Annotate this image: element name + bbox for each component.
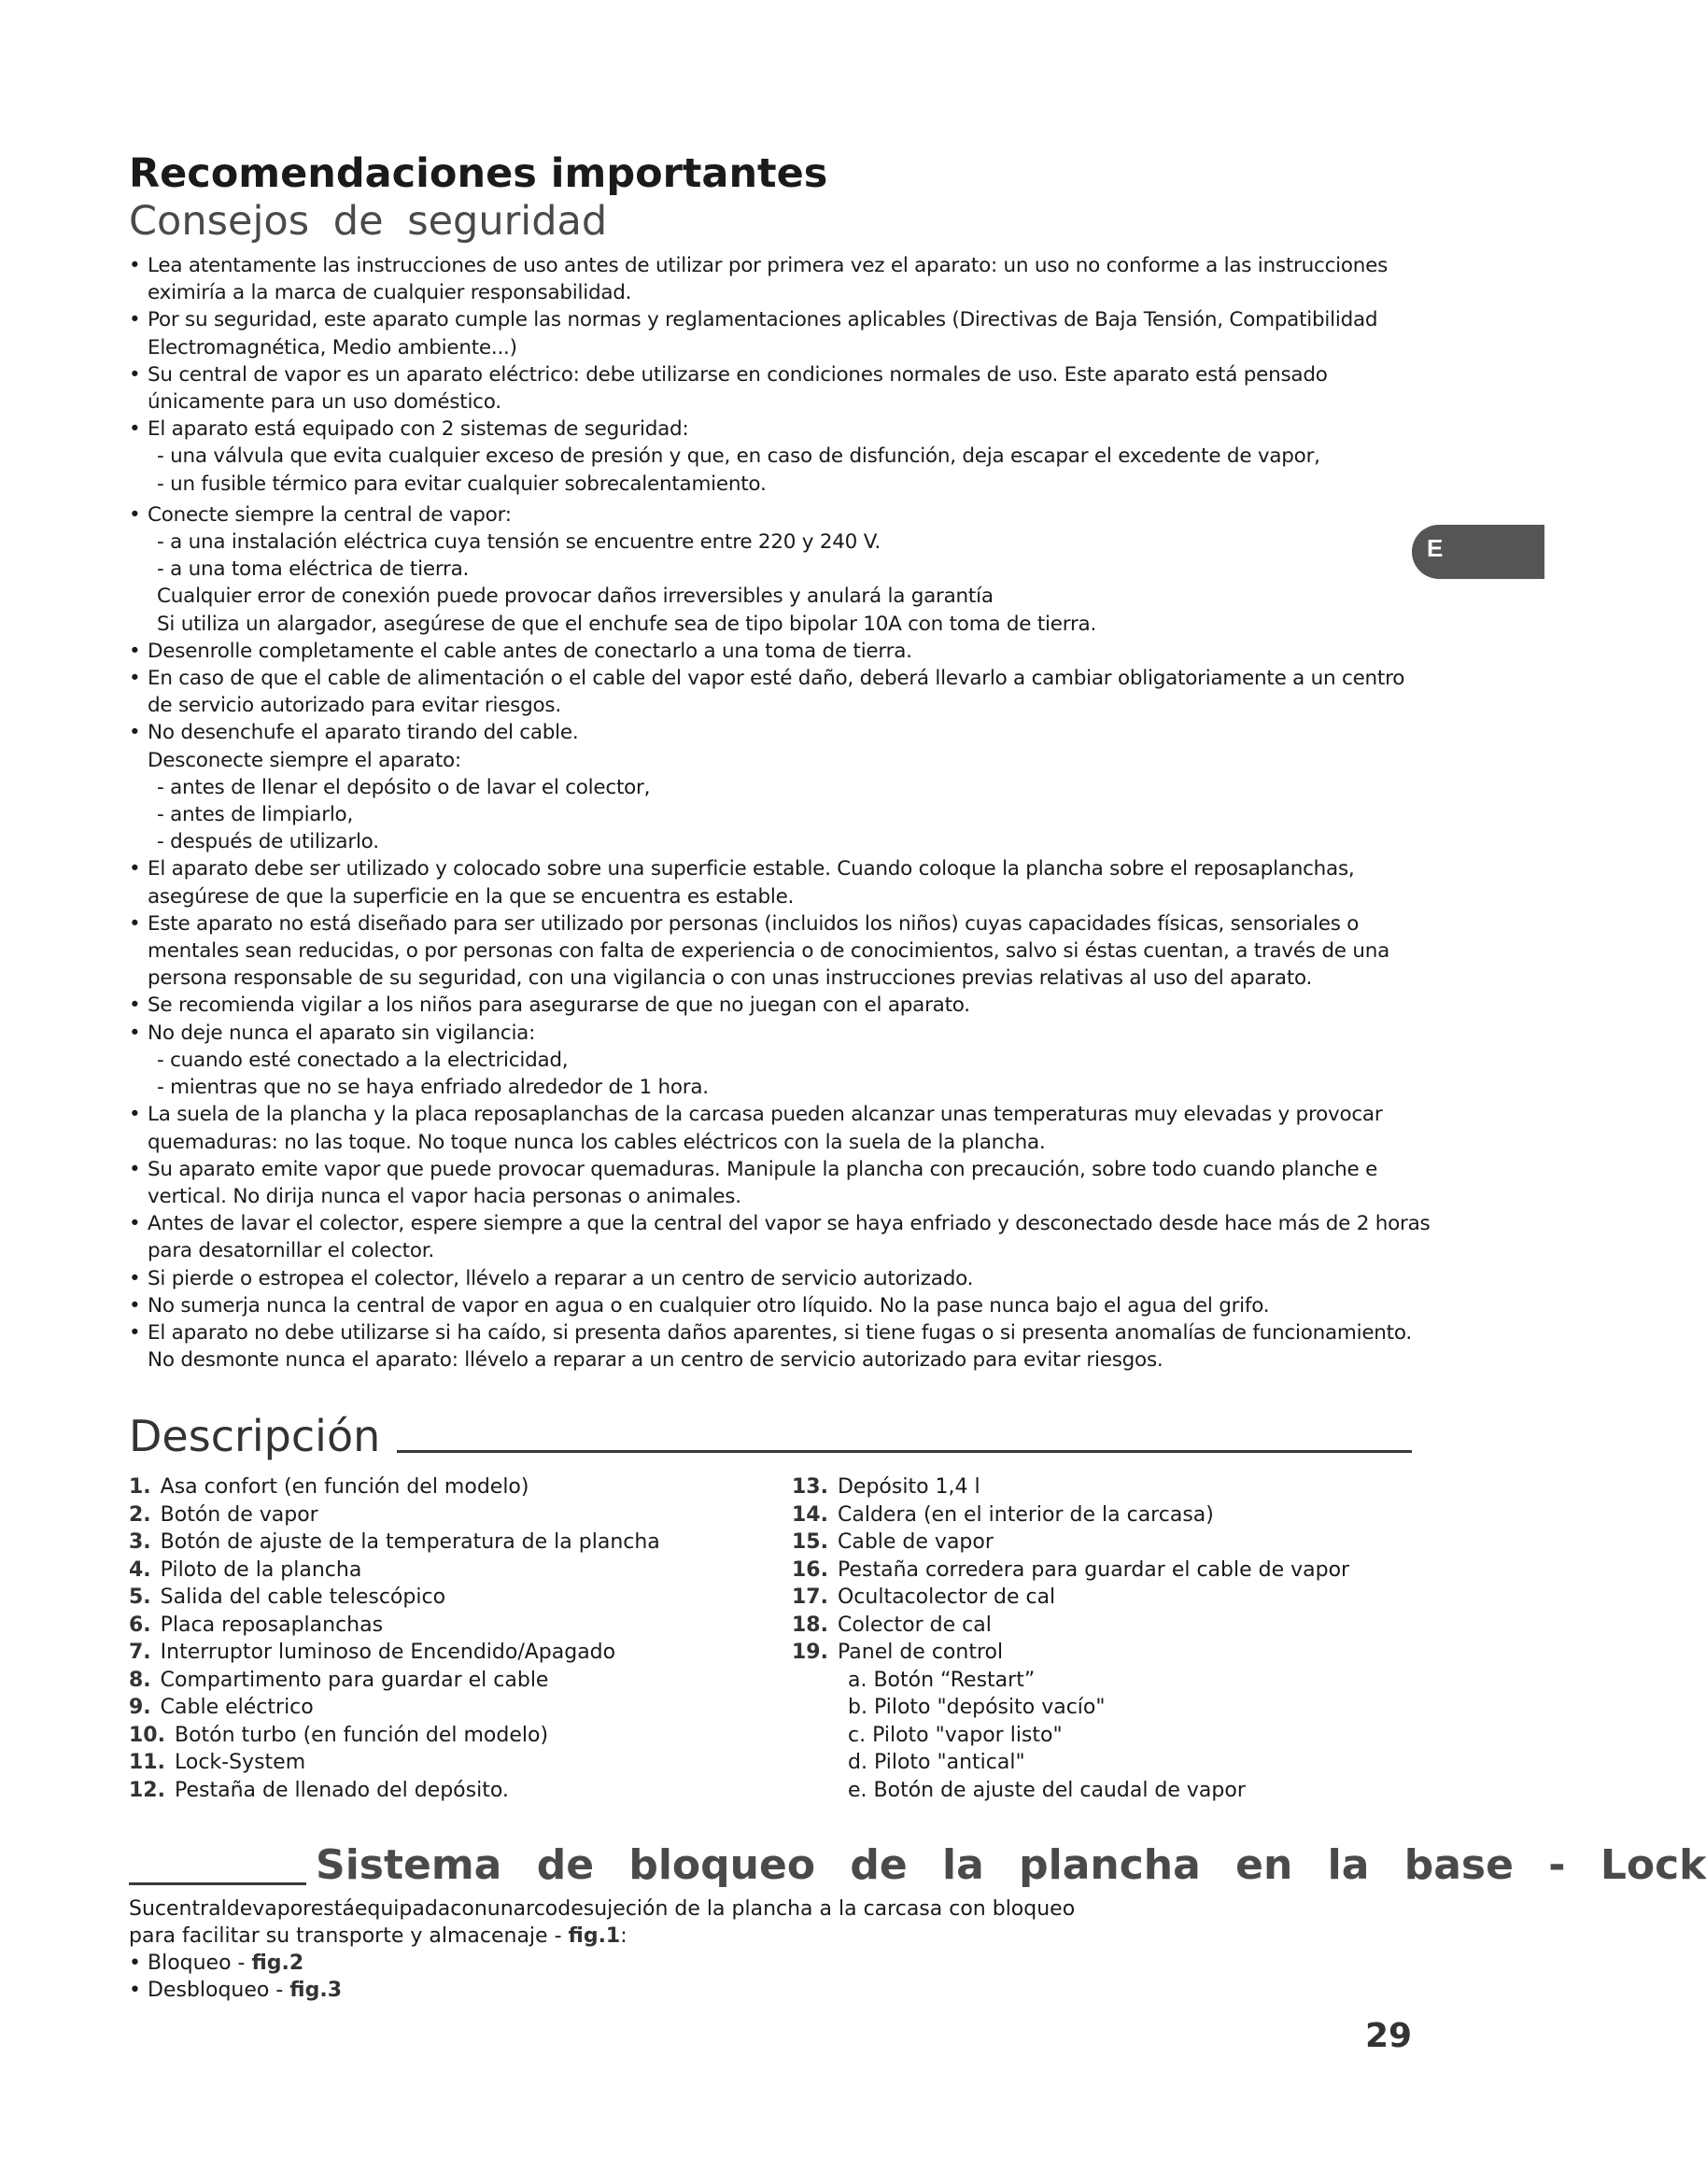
lock-text-line [129,1895,1075,1923]
control-panel-subitem: b. Piloto "depósito vacío" [848,1696,1106,1719]
item-number: 7. [129,1641,151,1664]
safety-line: - cuando esté conectado a la electricidad, [157,1048,569,1072]
item-label: Botón de vapor [160,1502,318,1527]
control-panel-subitem: a. Botón “Restart” [848,1668,1036,1692]
safety-line: - mientras que no se haya enfriado alrededor de 1 hora. [157,1076,709,1100]
safety-line: • No deje nunca el aparato sin vigilancia: [129,1020,1417,1047]
description-item [792,1639,1349,1667]
fig2-ref: fig.2 [251,1952,304,1975]
description-item [129,1749,660,1777]
safety-line: • Lea atentamente las instrucciones de uso antes de utilizar por primera vez el aparato: un uso no conforme a las instrucciones [129,252,1417,279]
safety-line: mentales sean reducidas, o por personas con falta de experiencia o de conocimientos, salvo si éstas cuentan, a través de una [148,939,1390,964]
safety-line: • Si pierde o estropea el colector, llévelo a reparar a un centro de servicio autorizado. [129,1265,1417,1292]
item-label: Salida del cable telescópico [160,1585,446,1609]
description-item [129,1612,660,1640]
lock-title: Sistema de bloqueo de la plancha en la base - Lock [316,1841,1706,1889]
description-item [792,1501,1349,1529]
item-number: 19. [792,1641,828,1664]
safety-line: Cualquier error de conexión puede provocar daños irreversibles y anulará la garantía [157,585,994,609]
description-item [129,1501,660,1529]
safety-line: • No sumerja nunca la central de vapor en agua o en cualquier otro líquido. No la pase nunca bajo el agua del grifo. [129,1292,1417,1319]
lock-heading [129,1841,1706,1897]
item-label: Ocultacolector de cal [837,1585,1056,1609]
fig1-ref: fig.1 [568,1924,621,1948]
item-number: 4. [129,1557,151,1582]
safety-line: Electromagnética, Medio ambiente...) [148,335,517,359]
safety-list [129,252,1431,1374]
safety-line: • Este aparato no está diseñado para ser utilizado por personas (incluidos los niños) cuyas capacidades físicas, sensoriales o [129,910,1417,937]
control-panel-subitem: d. Piloto "antical" [848,1751,1025,1774]
item-number: 16. [792,1557,828,1582]
item-label: Panel de control [837,1641,1004,1664]
description-title: Descripción [129,1411,381,1461]
safety-line: - después de utilizarlo. [157,830,379,854]
safety-line: - una válvula que evita cualquier exceso de presión y que, en caso de disfunción, deja escapar el excedente de vapor, [157,444,1320,469]
description-item [129,1639,660,1667]
description-item [792,1584,1349,1612]
safety-line: - un fusible térmico para evitar cualquier sobrecalentamiento. [157,472,767,496]
item-label: Interruptor luminoso de Encendido/Apagado [160,1641,616,1664]
safety-line: - a una instalación eléctrica cuya tensión se encuentre entre 220 y 240 V. [157,530,881,555]
item-label: Cable de vapor [837,1530,994,1554]
lock-text: : [620,1924,627,1948]
lock-bullet: • Desbloqueo - fig.3 [129,1979,343,2002]
desbloqueo-label: Desbloqueo - [147,1979,284,2002]
description-item [792,1529,1349,1557]
item-number: 8. [129,1668,151,1692]
item-number: 11. [129,1751,165,1774]
safety-line: • El aparato está equipado con 2 sistemas de seguridad: [129,416,1417,443]
description-list-right [792,1473,1349,1804]
heading-rule [397,1450,1412,1453]
safety-line: • Desenrolle completamente el cable antes de conectarlo a una toma de tierra. [129,638,1417,665]
description-item [129,1557,660,1585]
safety-line: • La suela de la plancha y la placa reposaplanchas de la carcasa pueden alcanzar unas temperaturas muy elevadas y provocar [129,1101,1417,1128]
page-subtitle: Consejos de seguridad [129,198,608,245]
description-item [792,1473,1349,1501]
item-label: Asa confort (en función del modelo) [160,1475,529,1499]
safety-line: Si utiliza un alargador, asegúrese de que el enchufe sea de tipo bipolar 10A con toma de tierra. [157,612,1097,636]
safety-line: de servicio autorizado para evitar riesgos. [148,694,561,718]
item-label: Botón turbo (en función del modelo) [174,1723,549,1747]
description-heading [129,1410,1412,1462]
item-number: 17. [792,1585,828,1609]
safety-line: únicamente para un uso doméstico. [148,390,501,415]
item-number: 12. [129,1778,165,1802]
lock-text: Sucentraldevaporestáequipadaconunarcodesujeción de la plancha a la carcasa con bloqueo [129,1897,1076,1921]
safety-line: quemaduras: no las toque. No toque nunca los cables eléctricos con la suela de la plancha. [148,1130,1046,1154]
page-number: 29 [1365,2017,1413,2055]
safety-line: • Su aparato emite vapor que puede provocar quemaduras. Manipule la plancha con precaución, sobre todo cuando planche e [129,1156,1417,1183]
item-number: 5. [129,1585,151,1609]
safety-line: eximiría a la marca de cualquier responsabilidad. [148,281,632,305]
description-item [792,1557,1349,1585]
item-number: 3. [129,1530,151,1554]
control-panel-subitem: e. Botón de ajuste del caudal de vapor [848,1778,1246,1802]
item-label: Colector de cal [837,1613,992,1637]
description-item [792,1612,1349,1640]
fig3-ref: fig.3 [289,1979,343,2002]
lock-bullet: • Bloqueo - fig.2 [129,1952,304,1975]
safety-line: para desatornillar el colector. [148,1239,434,1263]
item-number: 15. [792,1530,828,1554]
safety-line: - a una toma eléctrica de tierra. [157,557,470,582]
safety-line: persona responsable de su seguridad, con una vigilancia o con unas instrucciones previas relativas al uso del aparato. [148,966,1313,991]
lock-section [129,1895,1075,2004]
item-number: 18. [792,1613,828,1637]
item-label: Placa reposaplanchas [160,1613,384,1637]
item-label: Pestaña corredera para guardar el cable de vapor [837,1557,1350,1582]
description-item [129,1694,660,1722]
description-item [129,1529,660,1557]
safety-line: • El aparato debe ser utilizado y colocado sobre una superficie estable. Cuando coloque la plancha sobre el reposaplanchas, [129,855,1417,882]
description-item [129,1584,660,1612]
control-panel-subitem: c. Piloto "vapor listo" [848,1723,1063,1747]
description-item [129,1777,660,1805]
lock-text: para facilitar su transporte y almacenaje - [129,1924,562,1948]
item-number: 14. [792,1502,828,1527]
description-list-left [129,1473,660,1804]
item-label: Lock-System [174,1751,306,1774]
language-tab [1412,525,1544,579]
safety-line: vertical. No dirija nunca el vapor hacia personas o animales. [148,1184,741,1208]
item-label: Compartimento para guardar el cable [160,1668,549,1692]
language-tab-label: E [1427,534,1444,562]
bloqueo-label: Bloqueo - [147,1952,246,1975]
safety-line: No desmonte nunca el aparato: llévelo a reparar a un centro de servicio autorizado para evitar riesgos. [148,1348,1163,1373]
safety-line: • Antes de lavar el colector, espere siempre a que la central del vapor se haya enfriado y desconectado desde hace más de 2 horas [129,1210,1417,1237]
item-label: Pestaña de llenado del depósito. [174,1778,509,1802]
safety-line: • El aparato no debe utilizarse si ha caído, si presenta daños aparentes, si tiene fugas o si presenta anomalías de funcionamiento. [129,1319,1417,1346]
safety-line: asegúrese de que la superficie en la que se encuentra es estable. [148,884,795,909]
description-item [129,1667,660,1695]
item-label: Cable eléctrico [160,1696,314,1719]
safety-line: • Se recomienda vigilar a los niños para asegurarse de que no juegan con el aparato. [129,992,1417,1019]
item-label: Piloto de la plancha [160,1557,362,1582]
safety-line: • Su central de vapor es un aparato eléctrico: debe utilizarse en condiciones normales de uso. Este aparato está pensado [129,361,1417,388]
description-item [129,1473,660,1501]
safety-line: - antes de limpiarlo, [157,803,354,827]
lock-text-line [129,1923,1075,1950]
safety-line: - antes de llenar el depósito o de lavar el colector, [157,775,651,799]
safety-section [129,149,1431,1374]
item-number: 1. [129,1475,151,1499]
item-number: 9. [129,1696,151,1719]
page-title: Recomendaciones importantes [129,150,828,197]
item-number: 2. [129,1502,151,1527]
heading-rule [129,1882,306,1885]
safety-line: • Conecte siempre la central de vapor: [129,501,1417,528]
item-label: Depósito 1,4 l [837,1475,980,1499]
item-label: Caldera (en el interior de la carcasa) [837,1502,1214,1527]
item-label: Botón de ajuste de la temperatura de la plancha [160,1530,660,1554]
safety-line: • No desenchufe el aparato tirando del cable. [129,719,1417,746]
safety-line: • En caso de que el cable de alimentación o el cable del vapor esté daño, deberá llevarlo a cambiar obligatoriamente a un centro [129,665,1417,692]
item-number: 6. [129,1613,151,1637]
safety-line: • Por su seguridad, este aparato cumple las normas y reglamentaciones aplicables (Directivas de Baja Tensión, Compatibilidad [129,306,1417,333]
item-number: 10. [129,1723,165,1747]
item-number: 13. [792,1475,828,1499]
safety-line: Desconecte siempre el aparato: [148,748,461,772]
description-item [129,1722,660,1750]
